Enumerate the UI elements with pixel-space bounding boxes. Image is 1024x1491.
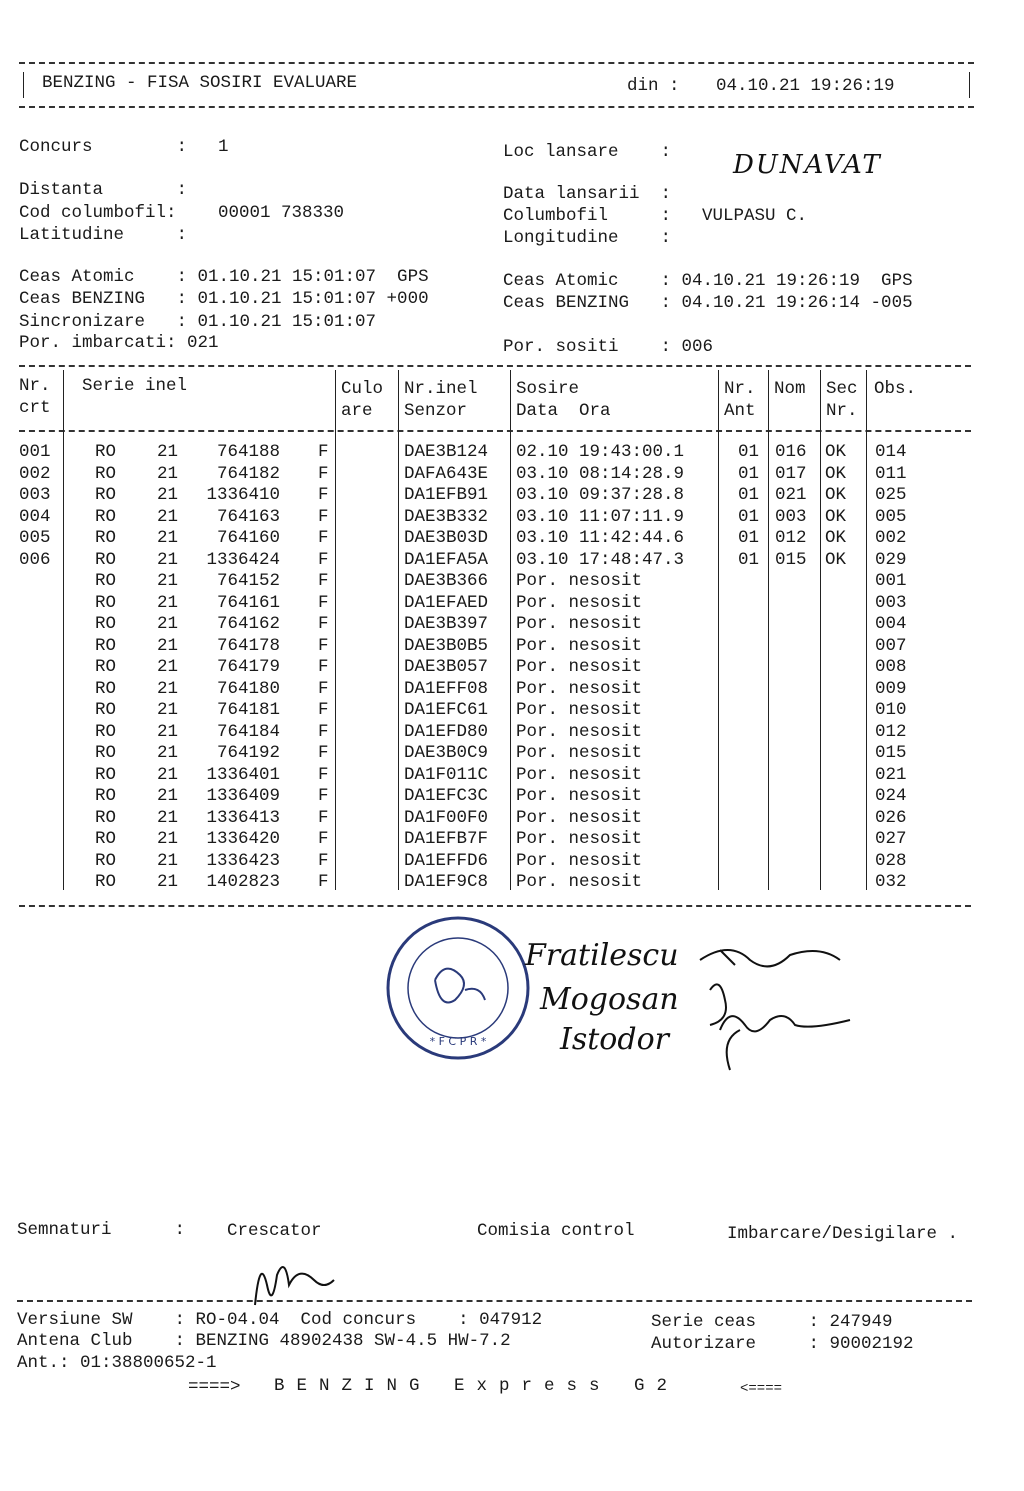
sincronizare: Sincronizare : 01.10.21 15:01:07	[19, 312, 377, 332]
cell-obs: 008	[875, 657, 907, 677]
cell-obs: 015	[875, 743, 907, 763]
ceas-atomic-end: Ceas Atomic : 04.10.21 19:26:19 GPS	[503, 271, 913, 291]
cell-country: RO	[95, 506, 117, 527]
cell-sensor: DA1EFD80	[404, 721, 489, 742]
cell-country: RO	[95, 721, 117, 742]
cell-sex: F	[318, 678, 329, 699]
column-divider	[820, 370, 821, 890]
cell-sex: F	[318, 764, 329, 785]
cell-arrival: 03.10 11:42:44.6	[516, 528, 685, 548]
cell-year: 21	[157, 700, 179, 720]
distanta-label: Distanta :	[19, 180, 188, 200]
cell-sensor: DA1F011C	[404, 764, 489, 785]
cell-ring-number: 1336423	[206, 850, 280, 871]
cell-country: RO	[95, 700, 117, 720]
cell-year: 21	[157, 442, 179, 462]
cell-sex: F	[318, 700, 329, 720]
cell-sec: OK	[825, 506, 847, 527]
cell-nr-ant: 01	[738, 485, 760, 505]
footer-rule	[17, 1300, 972, 1302]
porumbei-imbarcati: Por. imbarcati: 021	[19, 333, 219, 353]
cell-sensor: DA1EFB91	[404, 485, 489, 505]
cell-country: RO	[95, 485, 117, 505]
cell-arrival: Por. nesosit	[516, 807, 643, 828]
col-senzor: Senzor	[404, 401, 468, 421]
cell-year: 21	[157, 614, 179, 634]
col-ant: Ant	[724, 401, 756, 421]
cell-obs: 011	[875, 463, 907, 484]
cell-year: 21	[157, 571, 179, 591]
cell-year: 21	[157, 635, 179, 656]
cell-country: RO	[95, 872, 117, 892]
cell-obs: 005	[875, 506, 907, 527]
club-stamp	[380, 910, 540, 1070]
cell-obs: 010	[875, 700, 907, 720]
table-top-rule	[19, 365, 971, 367]
cell-sex: F	[318, 743, 329, 763]
cell-nr-crt: 005	[19, 528, 51, 548]
cell-sensor: DA1EFC61	[404, 700, 489, 720]
data-lansarii-label: Data lansarii :	[503, 184, 672, 204]
cell-ring-number: 764188	[216, 442, 280, 462]
cell-obs: 002	[875, 528, 907, 548]
cell-ring-number: 1336413	[206, 807, 280, 828]
cell-sensor: DA1EFFD6	[404, 850, 489, 871]
cell-sensor: DAE3B397	[404, 614, 489, 634]
serie-ceas: Serie ceas : 247949	[651, 1312, 893, 1332]
cell-year: 21	[157, 506, 179, 527]
cell-country: RO	[95, 635, 117, 656]
table-header-rule	[19, 430, 971, 432]
cell-sensor: DAE3B057	[404, 657, 489, 677]
cell-sensor: DA1EF9C8	[404, 872, 489, 892]
cell-sensor: DA1EFB7F	[404, 829, 489, 849]
cell-obs: 025	[875, 485, 907, 505]
cell-sex: F	[318, 829, 329, 849]
print-date: 04.10.21 19:26:19	[716, 76, 895, 96]
cell-sex: F	[318, 528, 329, 548]
col-culoare: Culo	[341, 379, 384, 399]
cell-nr-crt: 003	[19, 485, 51, 505]
cell-arrival: Por. nesosit	[516, 678, 643, 699]
porumbei-sositi: Por. sositi : 006	[503, 337, 714, 357]
cod-columbofil-label: Cod columbofil:	[19, 203, 177, 223]
cell-obs: 021	[875, 764, 907, 785]
longitudine-label: Longitudine :	[503, 228, 672, 248]
col-sosire: Sosire	[516, 379, 580, 399]
cell-arrival: Por. nesosit	[516, 657, 643, 677]
svg-text:* F C P R *: * F C P R *	[429, 1035, 487, 1048]
cell-arrival: Por. nesosit	[516, 743, 643, 763]
cell-obs: 001	[875, 571, 907, 591]
semnaturi-label: Semnaturi :	[17, 1220, 186, 1240]
cell-sensor: DA1EFA5A	[404, 549, 489, 570]
cell-ring-number: 764161	[216, 592, 280, 613]
col-obs: Obs.	[874, 379, 917, 399]
cell-obs: 014	[875, 442, 907, 462]
cell-year: 21	[157, 721, 179, 742]
columbofil-value: VULPASU C.	[702, 206, 808, 226]
signature-name-1: Fratilescu	[525, 938, 679, 973]
cell-nr-crt: 001	[19, 442, 51, 462]
cell-sex: F	[318, 549, 329, 570]
cell-sex: F	[318, 592, 329, 613]
cell-sensor: DAE3B0C9	[404, 743, 489, 763]
loc-lansare-value: DUNAVAT	[733, 150, 882, 180]
cell-year: 21	[157, 678, 179, 699]
col-serie-inel: Serie inel	[82, 376, 188, 396]
imbarcare-label: Imbarcare/Desigilare .	[727, 1224, 959, 1244]
autorizare: Autorizare : 90002192	[651, 1334, 914, 1354]
latitudine-label: Latitudine :	[19, 225, 188, 245]
cell-nr-crt: 004	[19, 506, 51, 527]
columbofil-label: Columbofil :	[503, 206, 672, 226]
cell-year: 21	[157, 592, 179, 613]
col-nr-ant: Nr.	[724, 379, 756, 399]
cell-country: RO	[95, 829, 117, 849]
cell-nom: 015	[775, 549, 807, 570]
cell-obs: 029	[875, 549, 907, 570]
cell-obs: 007	[875, 635, 907, 656]
cell-nr-ant: 01	[738, 506, 760, 527]
cell-ring-number: 764179	[216, 657, 280, 677]
cell-sec: OK	[825, 485, 847, 505]
signature-name-3: Istodor	[560, 1022, 669, 1057]
cell-year: 21	[157, 764, 179, 785]
cell-sec: OK	[825, 528, 847, 548]
cell-sensor: DA1F00F0	[404, 807, 489, 828]
cell-year: 21	[157, 807, 179, 828]
cell-sex: F	[318, 657, 329, 677]
cell-sex: F	[318, 872, 329, 892]
cell-country: RO	[95, 528, 117, 548]
signatures-scribble	[690, 930, 860, 1080]
cell-sex: F	[318, 571, 329, 591]
column-divider	[718, 370, 719, 890]
crescator-label: Crescator	[227, 1221, 322, 1241]
cell-year: 21	[157, 485, 179, 505]
cell-country: RO	[95, 463, 117, 484]
cell-ring-number: 1336424	[206, 549, 280, 570]
signature-name-2: Mogosan	[540, 982, 679, 1017]
cell-ring-number: 764162	[216, 614, 280, 634]
cell-arrival: Por. nesosit	[516, 700, 643, 720]
cell-sex: F	[318, 786, 329, 806]
cell-sec: OK	[825, 549, 847, 570]
arrow-left: ====>	[188, 1377, 241, 1397]
cell-ring-number: 1402823	[206, 872, 280, 892]
cell-arrival: 03.10 11:07:11.9	[516, 506, 685, 527]
cell-obs: 003	[875, 592, 907, 613]
cell-year: 21	[157, 463, 179, 484]
cell-country: RO	[95, 442, 117, 462]
cell-year: 21	[157, 528, 179, 548]
cell-obs: 027	[875, 829, 907, 849]
document-title: BENZING - FISA SOSIRI EVALUARE	[42, 73, 358, 93]
cell-nr-ant: 01	[738, 528, 760, 548]
cell-ring-number: 764182	[216, 463, 280, 484]
cell-country: RO	[95, 571, 117, 591]
cell-sensor: DAE3B366	[404, 571, 489, 591]
cell-obs: 028	[875, 850, 907, 871]
col-nr-inel: Nr.inel	[404, 379, 478, 399]
ceas-benzing-end: Ceas BENZING : 04.10.21 19:26:14 -005	[503, 293, 913, 313]
cell-country: RO	[95, 764, 117, 785]
cell-country: RO	[95, 614, 117, 634]
versiune-sw: Versiune SW : RO-04.04 Cod concurs : 047912	[17, 1310, 543, 1330]
cell-ring-number: 764180	[216, 678, 280, 699]
cell-ring-number: 764184	[216, 721, 280, 742]
cell-sensor: DAE3B124	[404, 442, 489, 462]
cell-sensor: DA1EFF08	[404, 678, 489, 699]
cell-arrival: Por. nesosit	[516, 850, 643, 871]
cell-arrival: 02.10 19:43:00.1	[516, 442, 685, 462]
cell-year: 21	[157, 786, 179, 806]
cell-arrival: Por. nesosit	[516, 721, 643, 742]
cell-obs: 004	[875, 614, 907, 634]
cell-nr-ant: 01	[738, 442, 760, 462]
ceas-benzing-start: Ceas BENZING : 01.10.21 15:01:07 +000	[19, 289, 429, 309]
cell-sec: OK	[825, 463, 847, 484]
cell-country: RO	[95, 678, 117, 699]
cell-arrival: Por. nesosit	[516, 872, 643, 892]
col-data-ora: Data Ora	[516, 401, 611, 421]
cell-year: 21	[157, 829, 179, 849]
column-divider	[510, 370, 511, 890]
column-divider	[398, 370, 399, 890]
cell-arrival: Por. nesosit	[516, 592, 643, 613]
column-divider	[866, 370, 867, 890]
cell-ring-number: 764178	[216, 635, 280, 656]
cell-sensor: DAE3B03D	[404, 528, 489, 548]
cell-sensor: DAE3B332	[404, 506, 489, 527]
column-divider	[63, 370, 64, 890]
cell-ring-number: 764163	[216, 506, 280, 527]
cell-ring-number: 764192	[216, 743, 280, 763]
cell-country: RO	[95, 807, 117, 828]
cell-arrival: Por. nesosit	[516, 764, 643, 785]
cell-arrival: Por. nesosit	[516, 635, 643, 656]
ceas-atomic-start: Ceas Atomic : 01.10.21 15:01:07 GPS	[19, 267, 429, 287]
cod-columbofil-value: 00001 738330	[218, 203, 345, 223]
cell-country: RO	[95, 657, 117, 677]
cell-sex: F	[318, 614, 329, 634]
cell-ring-number: 764160	[216, 528, 280, 548]
cell-year: 21	[157, 549, 179, 570]
col-crt: crt	[19, 398, 51, 418]
cell-ring-number: 1336410	[206, 485, 280, 505]
crescator-signature	[235, 1255, 375, 1315]
col-culoare-2: are	[341, 401, 373, 421]
cell-sex: F	[318, 850, 329, 871]
cell-sensor: DAE3B0B5	[404, 635, 489, 656]
cell-sensor: DA1EFAED	[404, 592, 489, 613]
table-bottom-rule	[19, 905, 971, 907]
cell-arrival: Por. nesosit	[516, 786, 643, 806]
cell-year: 21	[157, 657, 179, 677]
cell-country: RO	[95, 850, 117, 871]
cell-sensor: DA1EFC3C	[404, 786, 489, 806]
antena-id: Ant.: 01:38800652-1	[17, 1353, 217, 1373]
cell-nr-ant: 01	[738, 549, 760, 570]
cell-nom: 017	[775, 463, 807, 484]
date-label: din :	[627, 76, 680, 96]
cell-nr-ant: 01	[738, 463, 760, 484]
cell-arrival: Por. nesosit	[516, 829, 643, 849]
cell-arrival: Por. nesosit	[516, 571, 643, 591]
cell-obs: 009	[875, 678, 907, 699]
cell-sensor: DAFA643E	[404, 463, 489, 484]
cell-sex: F	[318, 485, 329, 505]
cell-arrival: 03.10 17:48:47.3	[516, 549, 685, 570]
cell-sex: F	[318, 721, 329, 742]
cell-ring-number: 1336409	[206, 786, 280, 806]
cell-sec: OK	[825, 442, 847, 462]
cell-nom: 021	[775, 485, 807, 505]
col-nr: Nr.	[19, 376, 51, 396]
cell-country: RO	[95, 743, 117, 763]
cell-nr-crt: 006	[19, 549, 51, 570]
arrow-right: <====	[740, 1381, 783, 1397]
cell-sex: F	[318, 506, 329, 527]
cell-sex: F	[318, 442, 329, 462]
col-sec: Sec	[826, 379, 858, 399]
cell-nom: 016	[775, 442, 807, 462]
concurs-label: Concurs :	[19, 137, 188, 157]
cell-sex: F	[318, 807, 329, 828]
comisia-control-label: Comisia control	[477, 1221, 635, 1241]
col-sec-nr: Nr.	[826, 401, 858, 421]
concurs-value: 1	[218, 137, 229, 157]
cell-ring-number: 1336401	[206, 764, 280, 785]
cell-year: 21	[157, 850, 179, 871]
column-divider	[335, 370, 336, 890]
cell-arrival: 03.10 09:37:28.8	[516, 485, 685, 505]
cell-country: RO	[95, 549, 117, 570]
column-divider	[768, 370, 769, 890]
brand-footer: BENZING Express G2	[274, 1376, 680, 1396]
cell-nom: 003	[775, 506, 807, 527]
cell-nr-crt: 002	[19, 463, 51, 484]
cell-nom: 012	[775, 528, 807, 548]
cell-arrival: Por. nesosit	[516, 614, 643, 634]
cell-sex: F	[318, 635, 329, 656]
cell-obs: 012	[875, 721, 907, 742]
cell-year: 21	[157, 872, 179, 892]
cell-obs: 026	[875, 807, 907, 828]
cell-obs: 024	[875, 786, 907, 806]
cell-ring-number: 764181	[216, 700, 280, 720]
cell-ring-number: 1336420	[206, 829, 280, 849]
loc-lansare-label: Loc lansare :	[503, 142, 672, 162]
cell-year: 21	[157, 743, 179, 763]
antena-club: Antena Club : BENZING 48902438 SW-4.5 HW-7.2	[17, 1331, 511, 1351]
cell-sex: F	[318, 463, 329, 484]
cell-country: RO	[95, 592, 117, 613]
cell-arrival: 03.10 08:14:28.9	[516, 463, 685, 484]
cell-obs: 032	[875, 872, 907, 892]
col-nom: Nom	[774, 379, 806, 399]
cell-ring-number: 764152	[216, 571, 280, 591]
cell-country: RO	[95, 786, 117, 806]
